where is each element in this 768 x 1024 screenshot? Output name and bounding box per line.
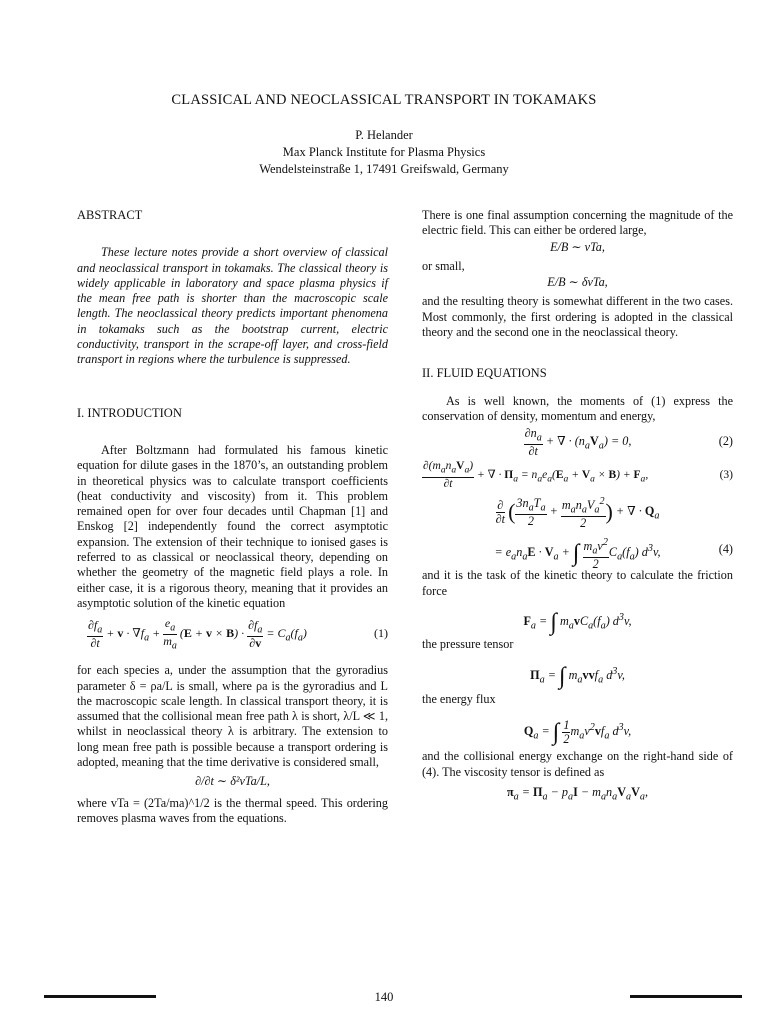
energy-flux-label: the energy flux [422, 692, 496, 707]
author-block [0, 127, 768, 178]
equation-viscosity-tensor: $\pi_a = \Pi_a - p_aI - m_an_aV_aV_a$, [506, 785, 649, 803]
equation-large-field: E/B ∼ vTa, [550, 239, 605, 254]
abstract-text: These lecture notes provide a short overview of classical and neoclassical transport in tokamaks. The classical theory is widely applicable in laboratory and space plasma physics if the mean free path is shorter than the macroscopic scale length. The neoclassical theory predicts important phenomena in tokamaks such as the bootstrap current, electric conductivity, transport in the scrape-off layer, and cross-field transport in regions where the turbulence is suppressed. [77, 245, 388, 367]
intro-paragraph-1: After Boltzmann had formulated his famous kinetic equation for dilute gases in the 1870’s, an outstanding problem in theoretical physics was to calculate transport coefficients (heat conductivity and viscosity) from it. This problem remained open for over four decades until Chapman [1] and Enskog [2] independently found the correct asymptotic expansion. The extension of their technique to ionised gases is referred to as classical or neoclassical theory, depending on whether the geometry of the magnetic field plays a role. In either case, it is a rigorous theory, meaning that it provides an asymptotic solution of the kinetic equation [77, 442, 388, 610]
friction-paragraph: and it is the task of the kinetic theory to calculate the friction force [422, 568, 733, 598]
equation-time-ordering: ∂/∂t ∼ δ²vTa/L, [195, 774, 270, 789]
paper-title: CLASSICAL AND NEOCLASSICAL TRANSPORT IN TOKAMAKS [171, 92, 597, 108]
equation-small-field: E/B ∼ δvTa, [547, 275, 608, 290]
moments-paragraph: As is well known, the moments of (1) express the conservation of density, momentum and energy, [422, 393, 733, 423]
intro-paragraph-2: for each species a, under the assumption that the gyroradius parameter δ = ρa/L is small, where ρa is the gyroradius and L the macroscopic scale length. In classical transport theory, it is assumed that the collisional mean free path λ is short, λ/L ≪ 1, whilst in neoclassical theory λ is arbitrary. The extension to long mean free path is possible because a transport ordering is adopted, meaning that the time derivative is considered small, [77, 663, 388, 770]
equation-3-number: (3) [719, 469, 733, 482]
address: Wendelsteinstraße 1, 17491 Greifswald, Germany [259, 162, 509, 176]
equation-2-number: (2) [718, 434, 733, 449]
right-column [422, 208, 733, 804]
equation-1-number: (1) [374, 626, 388, 641]
section-heading-introduction: I. INTRODUCTION [77, 405, 182, 420]
pressure-tensor-label: the pressure tensor [422, 636, 514, 651]
equation-4-line-2: = $e_an_aE \cdot V_a$ + ∫ $\frac{m_av^2}{2}$ $C_a(f_a)$ $d^3v$, (4) [422, 530, 733, 568]
equation-energy-flux: $Q_a$ = ∫ $\frac{1}{2}$ $m_av^2vf_a$ $d^3v$, [523, 718, 632, 747]
equation-3: $\frac{\partial(m_an_aV_a)}{\partial t}$ + ∇ · $\Pi_a = n_ae_a(E_a + V_a \times B) + F_a$, (3) [422, 458, 733, 492]
author-name: P. Helander [355, 128, 413, 142]
page-number: 140 [374, 990, 394, 1004]
electric-field-paragraph: There is one final assumption concerning the magnitude of the electric field. This can either be ordered large, [422, 208, 733, 238]
equation-4-number: (4) [718, 542, 733, 557]
intro-paragraph-3: where vTa = (2Ta/ma)^1/2 is the thermal speed. This ordering removes plasma waves from the equations. [77, 795, 388, 825]
section-heading-fluid-equations: II. FLUID EQUATIONS [422, 366, 547, 381]
left-column [77, 208, 388, 826]
or-small-text: or small, [422, 258, 465, 273]
energy-exchange-paragraph: and the collisional energy exchange on the right-hand side of (4). The viscosity tensor is defined as [422, 749, 733, 779]
equation-4-line-1: $\frac{\partial}{\partial t}$ ( $\frac{3n_aT_a}{2}$ + $\frac{m_an_aV_a^2}{2}$ ) + ∇ · $Q_a$ [495, 495, 660, 531]
equation-pressure-tensor: $\Pi_a$ = ∫ $m_avvf_a$ $d^3v$, [530, 663, 625, 690]
footer-rule-right [630, 995, 742, 998]
abstract-heading: ABSTRACT [77, 208, 143, 222]
ordering-paragraph: and the resulting theory is somewhat different in the two cases. Most commonly, the first ordering is adopted in the classical theory and the second one in the neoclassical theory. [422, 294, 733, 340]
equation-2: $\frac{\partial n_a}{\partial t}$ + ∇ · $(n_aV_a) = 0$, (2) [524, 425, 733, 459]
equation-1: $\frac{\partial f_a}{\partial t}$ + $v \cdot \nabla f_a$ + $\frac{e_a}{m_a}$ (E + v × B) · $\frac{\partial f_a}{\partial v}$ = $C_a(f_a)$ (1) [77, 611, 388, 655]
equation-friction-force: $F_a$ = ∫ $m_avC_a(f_a)$ $d^3v$, [523, 609, 632, 636]
affiliation: Max Planck Institute for Plasma Physics [282, 145, 486, 159]
